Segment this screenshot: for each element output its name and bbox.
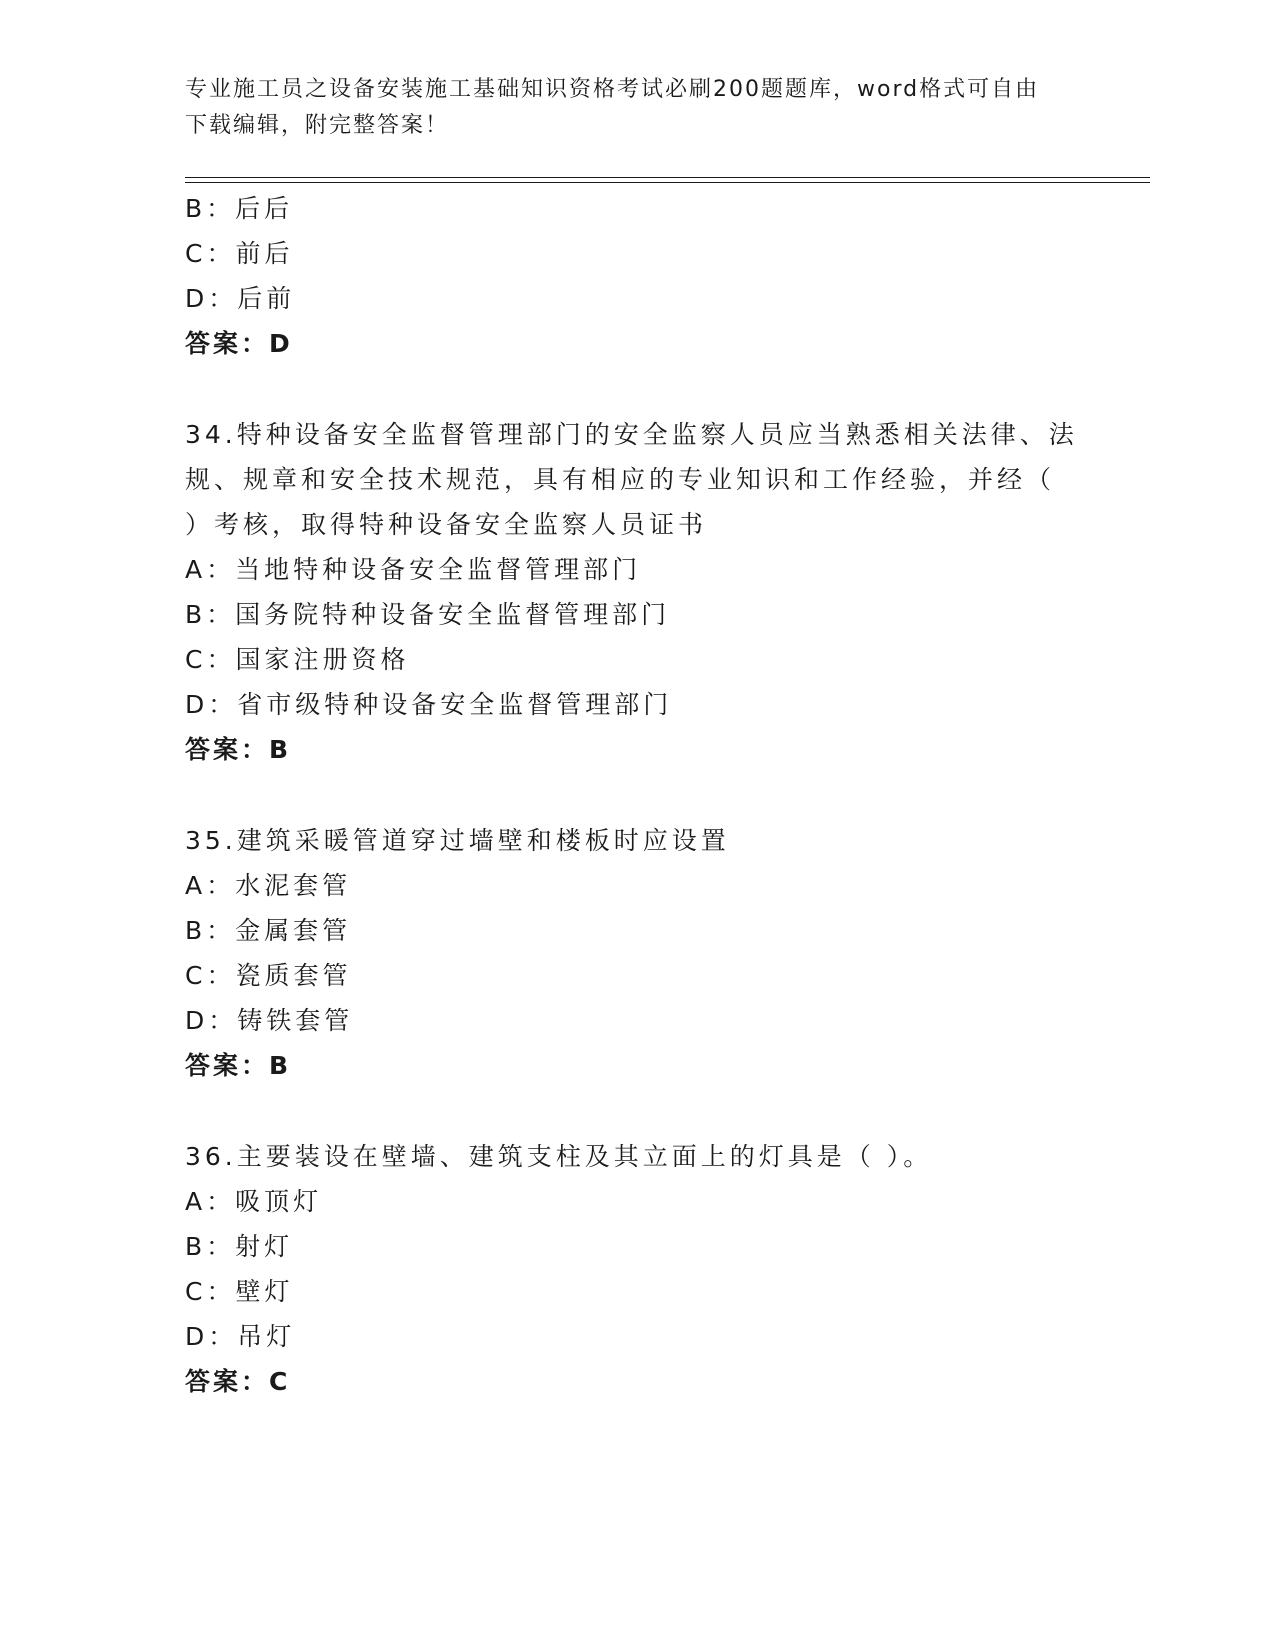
option-a: A：吸顶灯 bbox=[185, 1187, 323, 1216]
option-b: B：后后 bbox=[185, 194, 294, 223]
option-d: D：省市级特种设备安全监督管理部门 bbox=[185, 690, 673, 719]
option-c: C：前后 bbox=[185, 239, 294, 268]
question-text-line: 36.主要装设在壁墙、建筑支柱及其立面上的灯具是（ ）。 bbox=[185, 1142, 933, 1171]
option-b: B：国务院特种设备安全监督管理部门 bbox=[185, 600, 671, 629]
question-content bbox=[185, 186, 1085, 1404]
question-text-line: 规、规章和安全技术规范，具有相应的专业知识和工作经验，并经（ bbox=[185, 465, 1056, 494]
option-d: D：吊灯 bbox=[185, 1322, 296, 1351]
header-line-2: 下载编辑，附完整答案！ bbox=[185, 113, 450, 138]
header-line-1: 专业施工员之设备安装施工基础知识资格考试必刷200题题库，word格式可自由 bbox=[185, 77, 1040, 102]
question-block-33-continued bbox=[185, 186, 1085, 366]
option-c: C：壁灯 bbox=[185, 1277, 294, 1306]
question-block-35 bbox=[185, 818, 1085, 1088]
option-b: B：金属套管 bbox=[185, 916, 352, 945]
answer-line: 答案：D bbox=[185, 329, 293, 358]
question-block-36 bbox=[185, 1134, 1085, 1404]
document-header bbox=[185, 72, 1065, 144]
option-a: A：水泥套管 bbox=[185, 871, 352, 900]
answer-line: 答案：C bbox=[185, 1367, 291, 1396]
answer-line: 答案：B bbox=[185, 1051, 292, 1080]
header-divider-top bbox=[185, 177, 1150, 178]
question-text-line: 35.建筑采暖管道穿过墙壁和楼板时应设置 bbox=[185, 826, 730, 855]
question-text-line: ）考核，取得特种设备安全监察人员证书 bbox=[185, 510, 708, 539]
option-c: C：国家注册资格 bbox=[185, 645, 410, 674]
question-text-line: 34.特种设备安全监督管理部门的安全监察人员应当熟悉相关法律、法 bbox=[185, 420, 1078, 449]
option-d: D：后前 bbox=[185, 284, 296, 313]
option-b: B：射灯 bbox=[185, 1232, 294, 1261]
question-block-34 bbox=[185, 412, 1085, 772]
option-a: A：当地特种设备安全监督管理部门 bbox=[185, 555, 642, 584]
option-d: D：铸铁套管 bbox=[185, 1006, 354, 1035]
option-c: C：瓷质套管 bbox=[185, 961, 352, 990]
answer-line: 答案：B bbox=[185, 735, 292, 764]
header-divider-bottom bbox=[185, 182, 1150, 183]
